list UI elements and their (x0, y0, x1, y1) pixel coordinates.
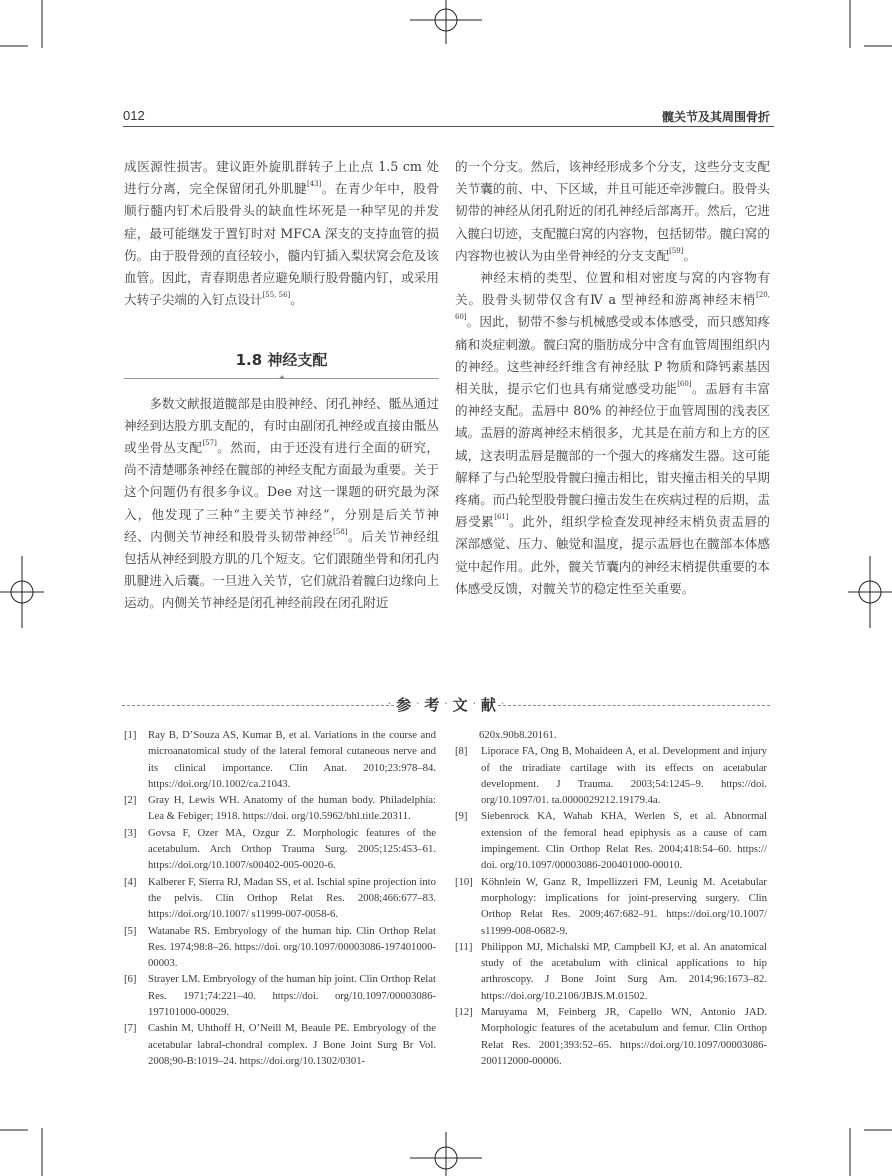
running-title: 髋关节及其周围骨折 (661, 110, 770, 124)
citation: [55, 56] (262, 291, 291, 300)
reference-number: [9] (455, 810, 468, 823)
reference-text: Watanabe RS. Embryology of the human hip. Clin Orthop Relat Res. 1974;98:8–26. https://doi. org/10.1097/00003086-197401000-00003. (148, 924, 436, 970)
reference-number: [10] (455, 875, 473, 888)
registration-mark-left (0, 546, 46, 638)
crop-mark-top-left (0, 0, 120, 60)
citation: [59] (669, 246, 684, 255)
reference-item (124, 874, 436, 923)
reference-number: [1] (124, 729, 137, 741)
reference-text: Strayer LM. Embryology of the human hip joint. Clin Orthop Relat Res. 1971;74:221–40. https://doi. org/10.1097/00003086-197101000-00029. (148, 973, 436, 1019)
reference-text: Köhnlein W, Ganz R, Impellizzeri FM, Leunig M. Acetabular morphology: implications for joint-preserving surgery. Clin Orthop Relat Res. 2009;467:682–91. https://doi.org/10.1007/ s11999-008-0682-9. (481, 875, 767, 937)
left-column (124, 156, 439, 615)
paragraph: 成医源性损害。建议距外旋肌群转子上止点 1.5 cm 处进行分离，完全保留闭孔外肌腱[43]。在青少年中，股骨顺行髓内钉术后股骨头的缺血性坏死是一种罕见的并发症，最可能继发于置钉时对 MFCA 深支的支持血管的损伤。由于股骨颈的直径较小，髓内钉插入梨状窝会危及该血管。因此，青春期患者应避免顺行股骨髓内钉，或采用大转子尖端的入钉点设计[55, 56]。 (124, 159, 440, 308)
citation: [43] (307, 180, 322, 189)
reference-number: [4] (124, 875, 137, 888)
section-rule (124, 378, 439, 379)
section-heading (124, 349, 439, 378)
reference-item (124, 825, 436, 874)
reference-text: Govsa F, Ozer MA, Ozgur Z. Morphologic features of the acetabulum. Arch Orthop Trauma Surg. 2005;125:453–61. https://doi.org/10.1007/s00402-005-0020-6. (148, 826, 436, 872)
registration-mark-top (400, 0, 492, 46)
reference-item (455, 743, 767, 808)
reference-text: Liporace FA, Ong B, Mohaideen A, et al. Development and injury of the triradiate cartilage with its effects on acetabular development. J Trauma. 2003;54:1245–9. https://doi. org/10.1097/01. ta.0000029212.19179.4a. (481, 745, 767, 807)
reference-number: [7] (124, 1022, 137, 1035)
crop-mark-top-right (772, 0, 892, 60)
reference-number: [8] (455, 745, 468, 758)
crop-mark-bottom-right (772, 1116, 892, 1176)
crop-mark-bottom-left (0, 1116, 120, 1176)
registration-mark-bottom (400, 1130, 492, 1176)
reference-text: Siebenrock KA, Wahab KHA, Werlen S, et al. Abnormal extension of the femoral head epiphysis as a cause of cam impingement. Clin Orthop Relat Res. 2004;418:54–60. https:// doi. org/10.1097/00003086-200401000-00010. (481, 810, 767, 872)
reference-text: Gray H, Lewis WH. Anatomy of the human body. Philadelphia: Lea & Febiger; 1918. https://doi. org/10.5962/bhl.title.20311. (148, 794, 436, 823)
reference-item (124, 923, 436, 972)
reference-item (124, 971, 436, 1020)
citation: [58] (333, 527, 348, 536)
reference-text: Cashin M, Uhthoff H, O’Neill M, Beaule PE. Embryology of the acetabular labral-chondral complex. J Bone Joint Surg Br Vol. 2008;90-B:1019–24. https://doi.org/10.1302/0301- (148, 1022, 436, 1067)
reference-text: Kalberer F, Sierra RJ, Madan SS, et al. Ischial spine projection into the pelvis. Clin Orthop Relat Res. 2008;466:677–83. https://doi.org/10.1007/ s11999-007-0058-6. (148, 875, 436, 921)
citation: [61] (494, 513, 509, 522)
reference-item (124, 727, 436, 792)
triangle-ornament-icon (279, 375, 285, 379)
reference-number: [5] (124, 924, 137, 937)
paragraph: 多数文献报道髋部是由股神经、闭孔神经、骶丛通过神经到达股方肌支配的，有时由副闭孔神经或直接由骶丛或坐骨丛支配[57]。然而，由于还没有进行全面的研究，尚不清楚哪条神经在髋部的神经支配方面最为重要。关于这个问题仍有很多争议。Dee 对这一课题的研究最为深入，他发现了三种“主要关节神经”，分别是后关节神经、内侧关节神经和股骨头韧带神经[58]。后关节神经组包括从神经到股方肌的几个短支。它们跟随坐骨和闭孔内肌腱进入后囊。一旦进入关节，它们就沿着髋臼边缘向上运动。内侧关节神经是闭孔神经前段在闭孔附近 (124, 395, 440, 611)
citation: [60] (677, 380, 692, 389)
reference-item (455, 874, 767, 939)
paragraph: 神经末梢的类型、位置和相对密度与窝的内容物有关。股骨头韧带仅含有Ⅳ a 型神经和游离神经末梢[20, 60]。因此，韧带不参与机械感受或本体感受，而只感知疼痛和炎症刺激。髋臼窝的脂肪成分中含有血管周围组织内的神经。这些神经纤维含有神经肽 P 物质和降钙素基因相关肽，提示它们也具有痛觉感受功能[60]。盂唇有丰富的神经支配。盂唇中 80% 的神经位于血管周围的浅表区域。盂唇的游离神经末梢很多，尤其是在前方和上方的区域，这表明盂唇是髋部的一个强大的疼痛发生器。这可能解释了与凸轮型股骨髋臼撞击相比，钳夹撞击相关的早期疼痛。而凸轮型股骨髋臼撞击发生在疾病过程的后期，盂唇受累[61]。此外，组织学检查发现神经末梢负责盂唇的深部感觉、压力、触觉和温度，提示盂唇也在髋部本体感觉中起作用。此外，髋关节囊内的神经末梢提供重要的本体感受反馈，对髋关节的稳定性至关重要。 (455, 270, 771, 596)
reference-item (455, 808, 767, 873)
paragraph: 的一个分支。然后，该神经形成多个分支，这些分支支配关节囊的前、中、下区域，并且可能还牵涉髋臼。股骨头韧带的神经从闭孔附近的闭孔神经后部离开。然后，它进入髋臼切迹，支配髋臼窝的内容物，包括韧带。髋臼窝的内容物也被认为由坐骨神经的分支支配[59]。 (455, 159, 770, 263)
reference-item (455, 939, 767, 1004)
section-title: 1.8 神经支配 (235, 351, 328, 370)
reference-list-right (455, 727, 767, 1069)
registration-mark-right (846, 546, 892, 638)
reference-text: Philippon MJ, Michalski MP, Campbell KJ, et al. An anatomical study of the acetabulum with clinical applications to hip arthroscopy. J Bone Joint Surg Am. 2014;96:1673–82. https://doi.org/10.2106/JBJS.M.01502. (481, 940, 767, 1002)
reference-text: Ray B, D’Souza AS, Kumar B, et al. Variations in the course and microanatomical study of the lateral femoral cutaneous nerve and its clinical importance. Clin Anat. 2010;23:978–84. https://doi.org/10.1002/ca.21043. (148, 729, 436, 790)
reference-number: [3] (124, 826, 137, 839)
references-title: · 参 · 考 · 文 · 献 · (388, 696, 504, 714)
reference-continuation: 620x.90b8.20161. (479, 729, 557, 741)
right-column (455, 156, 770, 600)
reference-text: Maruyama M, Feinberg JR, Capello WN, Antonio JAD. Morphologic features of the acetabulum and femur. Clin Orthop Relat Res. 2001;393:52–65. https://doi.org/10.1097/00003086-200112000-00006. (481, 1006, 767, 1067)
reference-item (124, 792, 436, 825)
reference-number: [12] (455, 1006, 473, 1019)
citation: [57] (202, 439, 217, 448)
page-number: 012 (123, 108, 145, 123)
reference-number: [11] (455, 940, 473, 953)
reference-number: [6] (124, 973, 137, 986)
header-rule (123, 126, 774, 127)
reference-list-left (124, 727, 436, 1069)
reference-item (455, 1004, 767, 1069)
reference-number: [2] (124, 794, 137, 807)
citation: [20, 60] (455, 291, 770, 322)
references-heading (122, 694, 770, 718)
reference-item (124, 1020, 436, 1069)
